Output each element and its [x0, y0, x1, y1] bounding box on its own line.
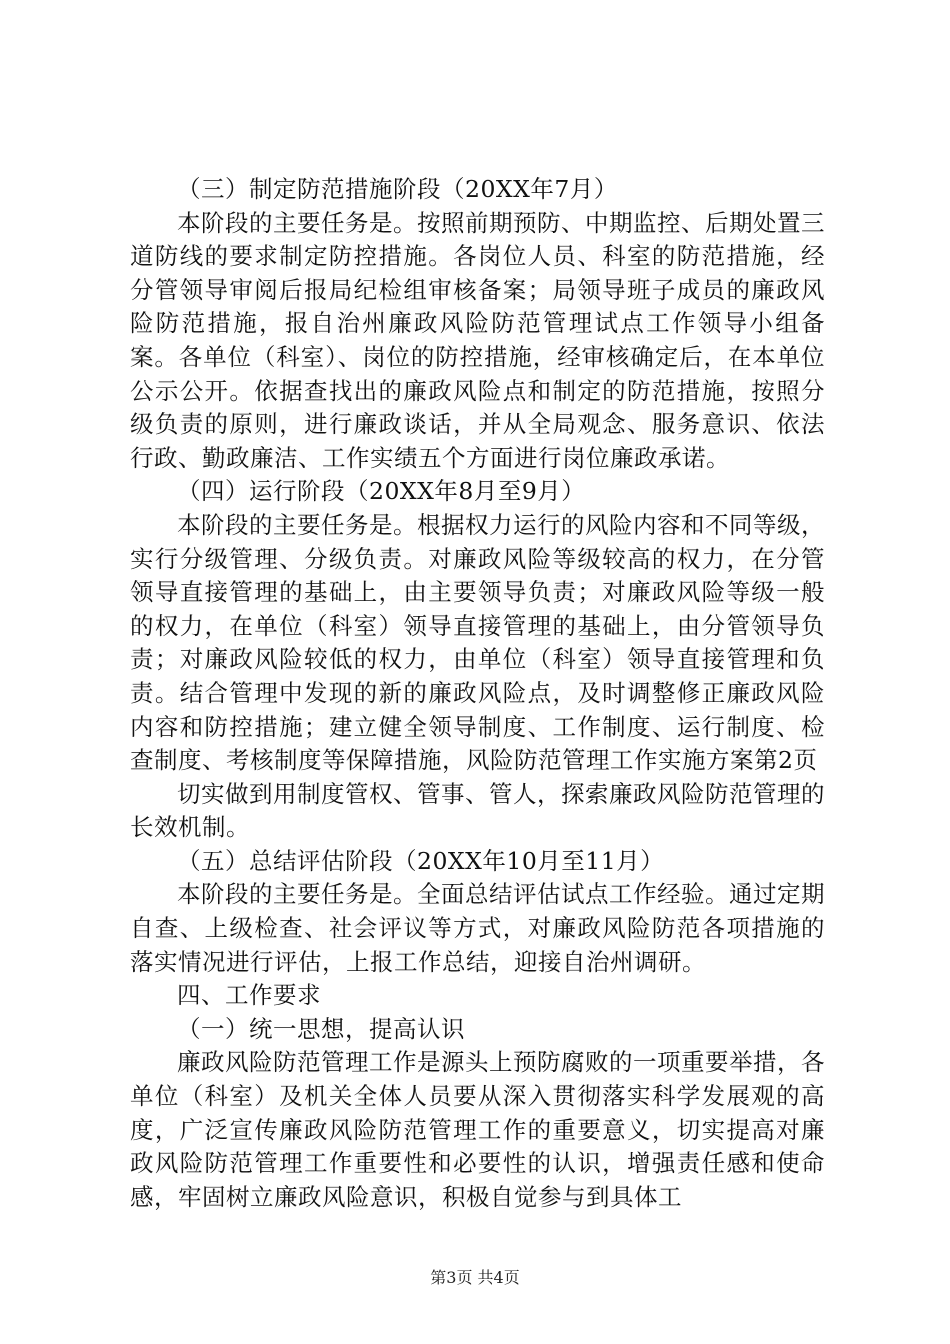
page-footer: 第3页 共4页: [430, 1268, 520, 1287]
body-paragraph: 本阶段的主要任务是。全面总结评估试点工作经验。通过定期自查、上级检查、社会评议等方式，对廉政风险防范各项措施的落实情况进行评估，上报工作总结，迎接自治州调研。: [130, 880, 825, 976]
section-heading-3: （三）制定防范措施阶段（20XX年7月）: [177, 175, 618, 203]
body-paragraph: 本阶段的主要任务是。按照前期预防、中期监控、后期处置三道防线的要求制定防控措施。各岗位人员、科室的防范措施，经分管领导审阅后报局纪检组审核备案；局领导班子成员的廉政风险防范措施，报自治州廉政风险防范管理试点工作领导小组备案。各单位（科室）、岗位的防控措施，经审核确定后，在本单位公示公开。依据查找出的廉政风险点和制定的防范措施，按照分级负责的原则，进行廉政谈话，并从全局观念、服务意识、依法行政、勤政廉洁、工作实绩五个方面进行岗位廉政承诺。: [130, 208, 825, 472]
chapter-heading-work-requirements: 四、工作要求: [177, 981, 321, 1010]
section-heading-5: （五）总结评估阶段（20XX年10月至11月）: [177, 846, 665, 875]
body-paragraph: 切实做到用制度管权、管事、管人，探索廉政风险防范管理的长效机制。: [130, 779, 825, 842]
section-heading-1: （一）统一思想，提高认识: [177, 1014, 465, 1043]
section-heading-4: （四）运行阶段（20XX年8月至9月）: [177, 477, 586, 506]
body-paragraph: 本阶段的主要任务是。根据权力运行的风险内容和不同等级，实行分级管理、分级负责。对廉政风险等级较高的权力，在分管领导直接管理的基础上，由主要领导负责；对廉政风险等级一般的权力，在单位（科室）领导直接管理的基础上，由分管领导负责；对廉政风险较低的权力，由单位（科室）领导直接管理和负责。结合管理中发现的新的廉政风险点，及时调整修正廉政风险内容和防控措施；建立健全领导制度、工作制度、运行制度、检查制度、考核制度等保障措施，风险防范管理工作实施方案第2页: [130, 510, 825, 775]
body-paragraph: 廉政风险防范管理工作是源头上预防腐败的一项重要举措，各单位（科室）及机关全体人员要从深入贯彻落实科学发展观的高度，广泛宣传廉政风险防范管理工作的重要意义，切实提高对廉政风险防范管理工作重要性和必要性的认识，增强责任感和使命感，牢固树立廉政风险意识，积极自觉参与到具体工: [130, 1048, 825, 1211]
document-body: [130, 173, 825, 1214]
